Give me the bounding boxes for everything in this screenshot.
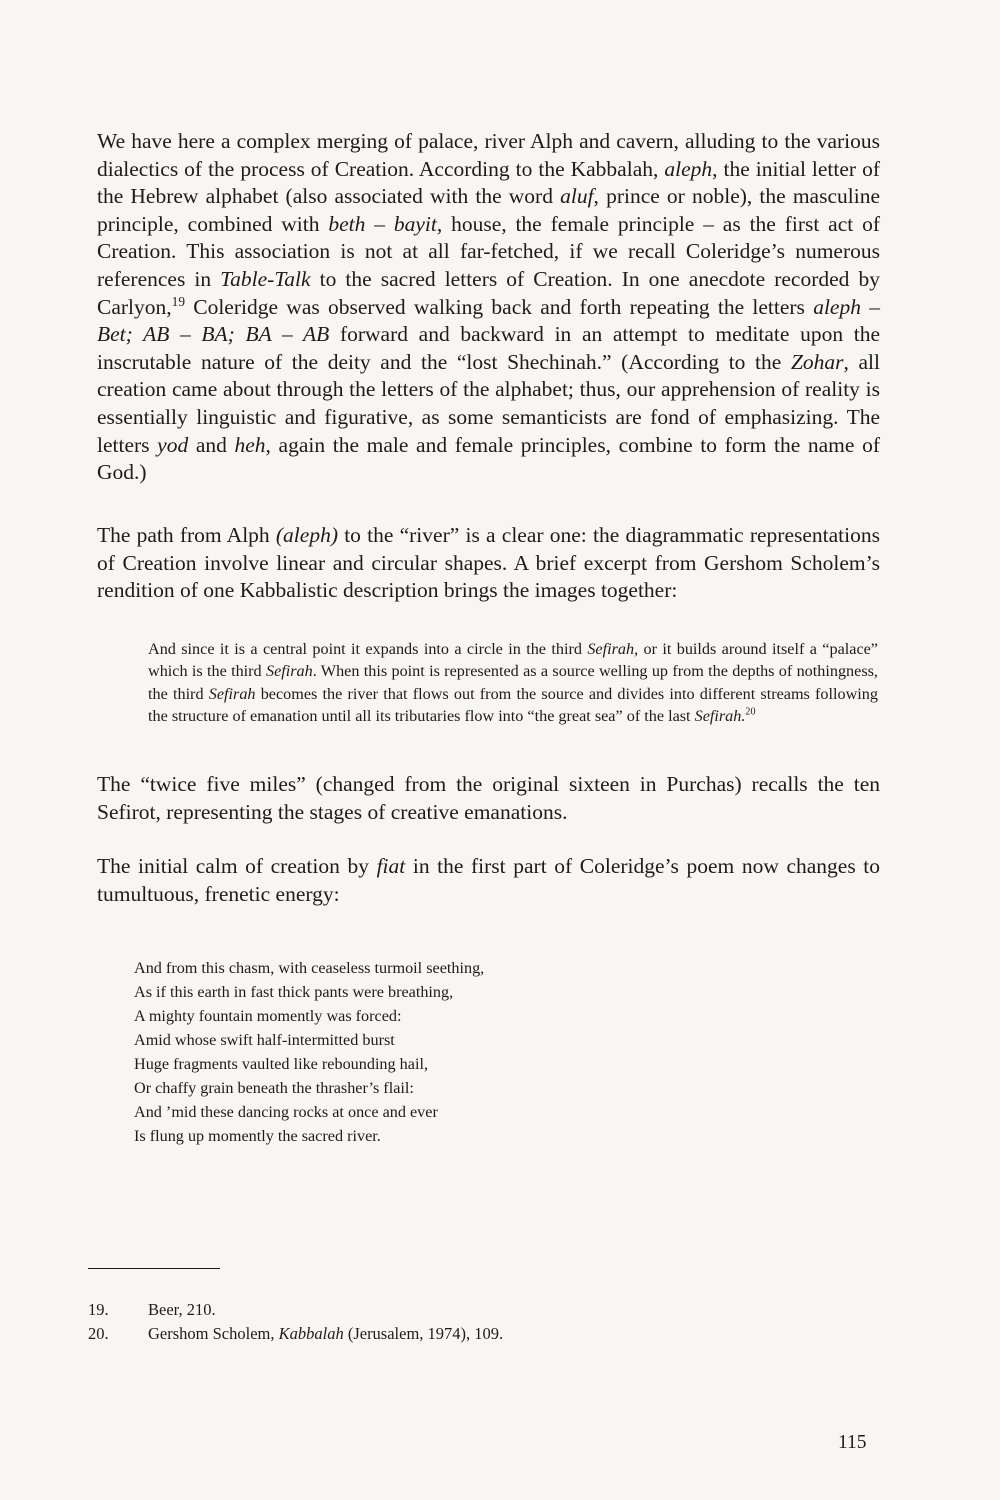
poem-line: As if this earth in fast thick pants were breathing, [134,983,454,1001]
text-run: We have here a complex merging of palace, river Alph and cavern, alluding to the various dialectics of the process of Creation. According to the Kabbalah, [97,129,880,181]
poem-line: Is flung up momently the sacred river. [134,1127,381,1145]
italic-term: Sefirah [265,662,313,681]
italic-term: Sefirah. [694,707,746,726]
footnote-item [88,1298,788,1322]
text-run: and [188,432,235,457]
italic-term: fiat [376,854,406,878]
text-run: to the sacred letters of Creation. In one anecdote recorded by Carlyon, [97,266,880,319]
poem-line: And ’mid these dancing rocks at once and ever [134,1103,438,1121]
scholem-block-quote [148,638,878,728]
text-run: , the initial letter of the Hebrew alphabet (also associated with the word [97,156,880,209]
footnote-text: Gershom Scholem, [148,1324,279,1343]
page-number: 115 [838,1432,867,1453]
text-run: becomes the river that flows out from the source and divides into different streams following the structure of emanation until all its tributaries flow into “the great sea” of the last [148,684,878,726]
footnote-book-title: Kabbalah [278,1324,344,1343]
footnote-ref-20: 20 [745,706,756,718]
text-run: , prince or noble), the masculine principle, combined with [97,184,880,236]
footnote-number: 19. [88,1300,109,1319]
italic-term: (aleph) [275,523,338,547]
footnote-number: 20. [88,1324,109,1343]
text-run: The path from Alph [97,523,276,547]
text-run: Coleridge was observed walking back and forth repeating the letters [184,294,814,319]
text-run: , or it builds around itself a “palace” which is the third [148,640,878,681]
poem-line: Or chaffy grain beneath the thrasher’s flail: [134,1079,414,1097]
italic-term: heh [234,432,266,457]
italic-term: Sefirah [208,684,256,703]
footnote-divider [88,1268,220,1269]
poem-line: Amid whose swift half-intermitted burst [134,1031,395,1049]
footnote-text: Beer, 210. [148,1300,216,1319]
text-run: , again the male and female principles, combine to form the name of God.) [97,432,880,485]
text-run: in the first part of Coleridge’s poem now changes to tumultuous, frenetic energy: [97,854,881,906]
paragraph-kabbalah-creation [97,128,880,487]
italic-title: Zohar [790,349,844,374]
italic-term: aluf [560,184,594,209]
poem-line: Huge fragments vaulted like rebounding hail, [134,1055,428,1073]
italic-term: aleph – Bet; AB – BA; BA – AB [97,294,880,347]
footnote-item [88,1322,788,1346]
poem-line: A mighty fountain momently was forced: [134,1007,402,1025]
italic-term: Sefirah [587,640,635,658]
paragraph-twice-five-miles: The “twice five miles” (changed from the original sixteen in Purchas) recalls the ten Sefirot, representing the stages of creative emanations. [97,772,880,824]
text-run: forward and backward in an attempt to meditate upon the inscrutable nature of the deity and the “lost Shechinah.” (According to the [97,322,880,374]
text-run: , all creation came about through the letters of the alphabet; thus, our apprehension of reality is essentially linguistic and figurative, as some semanticists are fond of emphasizing. The letters [97,349,880,457]
text-run: The initial calm of creation by [97,854,377,878]
footnotes [88,1298,788,1346]
poem-excerpt [134,956,634,1148]
italic-term: yod [157,432,189,457]
text-run: to the “river” is a clear one: the diagrammatic representations of Creation involve linear and circular shapes. A brief excerpt from Gershom Scholem’s rendition of one Kabbalistic description brings the images together: [97,523,880,603]
poem-line: And from this chasm, with ceaseless turmoil seething, [134,959,485,977]
text-run: , house, the female principle – as the first act of Creation. This association is not at all far-fetched, if we recall Coleridge’s numerous references in [97,211,880,291]
italic-term: aleph [664,156,713,181]
paragraph-path-alph [97,522,880,605]
italic-term: beth – bayit [328,211,437,236]
footnote-text: (Jerusalem, 1974), 109. [343,1324,504,1343]
text-run: And since it is a central point it expands into a circle in the third [148,640,588,658]
paragraph-initial-calm [97,853,880,908]
italic-title: Table-Talk [220,266,311,291]
footnote-ref-19: 19 [171,293,185,309]
text-run: . When this point is represented as a source welling up from the depths of nothingness, the third [148,662,878,703]
